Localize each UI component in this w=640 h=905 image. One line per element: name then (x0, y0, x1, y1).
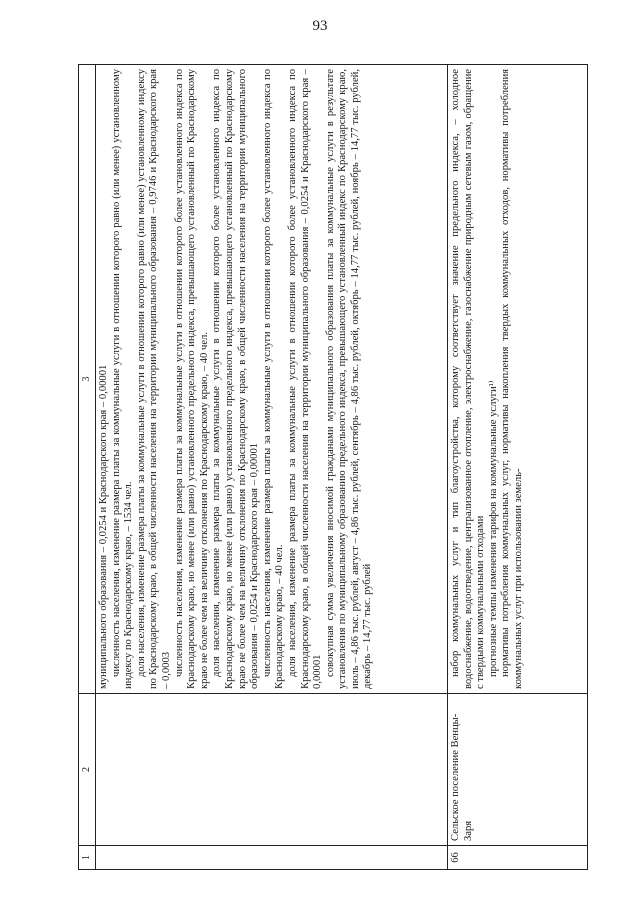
paragraph: численность населения, изменение размера платы за коммунальные услуги в отношении которого более установленного индекса по Краснодарскому краю, но менее (или равно) установленного предельного индекса, превышающего установленный по Краснодарскому краю не более чем на величину отклонения по Краснодарскому краю, – 40 чел. (173, 69, 210, 689)
column-header-1: 1 (79, 846, 96, 870)
row-name (96, 694, 448, 846)
paragraph: набор коммунальных услуг и тип благоустройства, которому соответствует значение предельного индекса, – холодное водоснабжение, водоотведение, централизованное отопление, электроснабжение, газоснабжение природным сетевым газом, обращение с твердыми коммунальными отходами (450, 69, 487, 689)
row-content (96, 65, 448, 694)
rotated-table-container (78, 65, 588, 870)
paragraph: муниципального образования – 0,0254 и Краснодарского края – 0,00001 (98, 364, 109, 689)
paragraph: совокупная сумма увеличения вносимой гражданами муниципального образования платы за коммунальные услуги в результате установления по муниципальному образованию предельного индекса, превышающего установленный индекс по Краснодарскому краю, июль – 4,86 тыс. рублей, август – 4,86 тыс. рублей, сентябрь – 4,86 тыс. рублей, октябрь – 14,77 тыс. рублей, ноябрь – 14,77 тыс. рублей, декабрь – 14,77 тыс. рублей (324, 69, 374, 689)
column-header-3: 3 (79, 65, 96, 694)
column-header-2: 2 (79, 694, 96, 846)
paragraph: прогнозные темпы изменения тарифов на коммунальные услуги¹⁾ (487, 380, 499, 677)
row-content (448, 65, 588, 694)
row-name: Сельское поселение Венцы-Заря (448, 694, 588, 846)
paragraph: нормативы потребления коммунальных услуг, нормативы накопления твердых коммунальных отходов, нормативы потребления коммунальных услуг при использовании земель- (500, 69, 524, 689)
row-number: 66 (448, 846, 588, 870)
paragraph: численность населения, изменение размера платы за коммунальные услуги в отношении которого равно (или менее) установленному индексу по Краснодарскому краю, – 1534 чел. (110, 69, 135, 689)
paragraph: доля населения, изменение размера платы за коммунальные услуги в отношении которого более установленного индекса по Краснодарскому краю, в общей численности населения на территории муниципального образования – 0,0254 и Краснодарского края – 0,00001 (286, 69, 324, 689)
table-row (96, 65, 448, 870)
paragraph: численность населения, изменение размера платы за коммунальные услуги в отношении которого более установленного индекса по Краснодарскому краю, – 40 чел. (261, 69, 286, 689)
page-number: 93 (312, 18, 328, 34)
paragraph: доля населения, изменение размера платы за коммунальные услуги в отношении которого равно (или менее) установленному индексу по Краснодарскому краю, в общей численности населения на территории муниципального образования – 0,9746 и Краснодарского края – 0,0003 (135, 69, 172, 689)
table-header-row (79, 65, 96, 870)
row-number (96, 846, 448, 870)
table-row (448, 65, 588, 870)
document-table (78, 64, 588, 870)
paragraph: доля населения, изменение размера платы за коммунальные услуги в отношении которого более установленного индекса по Краснодарскому краю, но менее (или равно) установленного предельного индекса, превышающего установленный по Краснодарскому краю не более чем на величину отклонения по Краснодарскому краю, в общей численности населения на территории муниципального образования – 0,0254 и Краснодарского края – 0,00001 (211, 69, 261, 689)
